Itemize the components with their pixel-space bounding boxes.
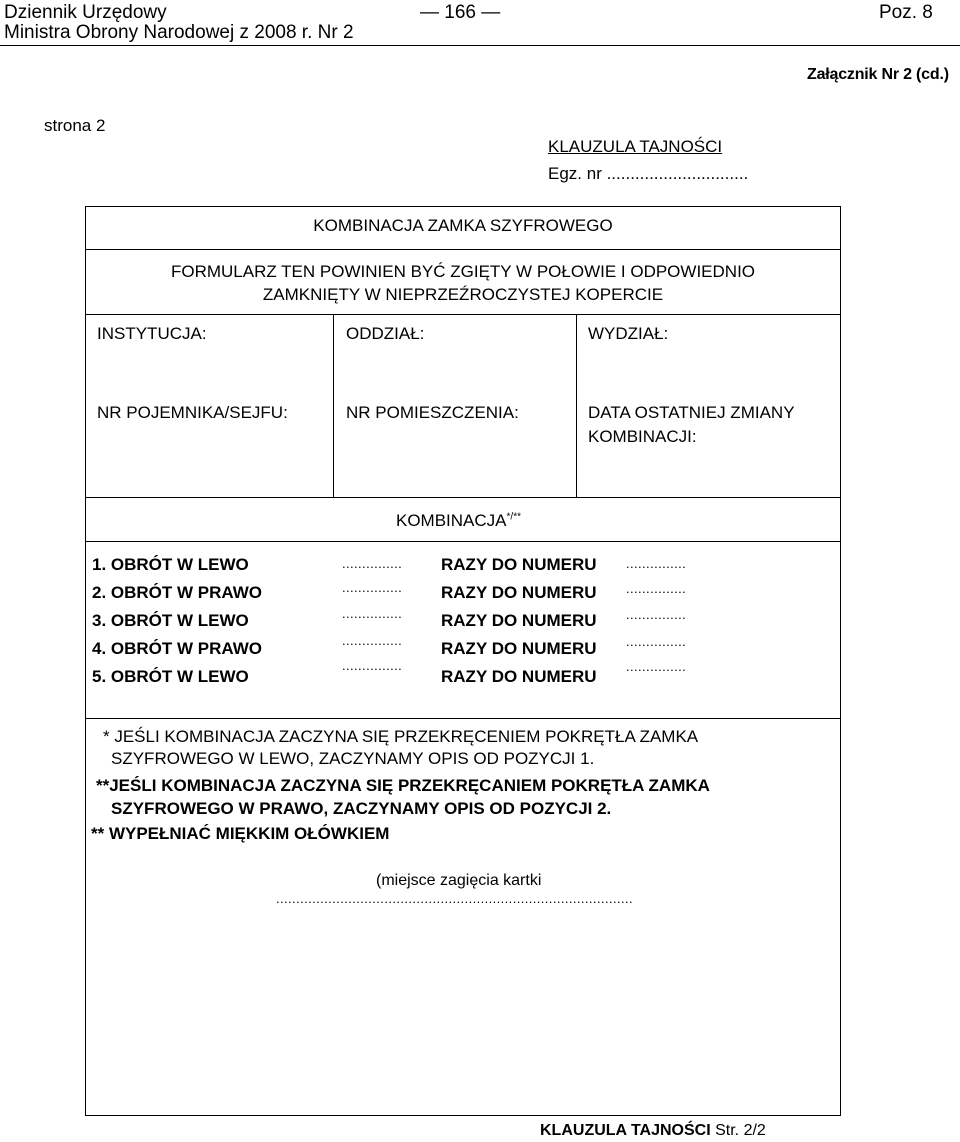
footer-classification: KLAUZULA TAJNOŚCI [540,1122,711,1139]
combination-label [396,511,521,531]
fold-label: (miejsce zagięcia kartki [376,872,542,889]
step-5-to-number: RAZY DO NUMERU [441,667,597,686]
room-number-label: NR POMIESZCZENIA: [346,403,519,422]
combination-divider [85,541,841,542]
header-rule [0,45,960,46]
note-1-line-2: SZYFROWEGO W LEWO, ZACZYNAMY OPIS OD POZYCJI 1. [111,749,595,768]
field-column-divider-1 [333,314,334,497]
combination-label-text: KOMBINACJA [396,511,507,530]
step-3-label: 3. OBRÓT W LEWO [92,611,249,630]
instruction-divider [85,314,841,315]
journal-title: Dziennik Urzędowy [4,2,167,23]
step-3-number-blank: ............... [626,607,687,622]
form-title: KOMBINACJA ZAMKA SZYFROWEGO [313,216,613,235]
step-2-to-number: RAZY DO NUMERU [441,583,597,602]
field-column-divider-2 [576,314,577,497]
step-5-turns-blank: ............... [342,658,403,673]
title-divider [85,249,841,250]
step-5-number-blank: ............... [626,659,687,674]
step-1-number-blank: ............... [626,556,687,571]
copy-number: Egz. nr .............................. [548,164,749,183]
steps-divider [85,718,841,719]
step-3-to-number: RAZY DO NUMERU [441,611,597,630]
step-1-to-number: RAZY DO NUMERU [441,555,597,574]
step-2-number-blank: ............... [626,581,687,596]
ministry-line: Ministra Obrony Narodowej z 2008 r. Nr 2 [4,22,354,43]
step-2-label: 2. OBRÓT W PRAWO [92,583,262,602]
note-1-line-1: * JEŚLI KOMBINACJA ZACZYNA SIĘ PRZEKRĘCENIEM POKRĘTŁA ZAMKA [103,727,699,746]
step-1-turns-blank: ............... [342,556,403,571]
page-number: — 166 — [420,2,501,23]
instruction-line-2: ZAMKNIĘTY W NIEPRZEŹROCZYSTEJ KOPERCIE [262,285,664,304]
fields-divider [85,497,841,498]
department-label: WYDZIAŁ: [588,324,669,343]
page-label: strona 2 [44,116,106,135]
classification-label: KLAUZULA TAJNOŚCI [548,137,723,156]
step-5-label: 5. OBRÓT W LEWO [92,667,249,686]
note-2-line-1: **JEŚLI KOMBINACJA ZACZYNA SIĘ PRZEKRĘCANIEM POKRĘTŁA ZAMKA [96,776,710,795]
step-1-label: 1. OBRÓT W LEWO [92,555,249,574]
last-change-label-1: DATA OSTATNIEJ ZMIANY [588,403,795,422]
position-number: Poz. 8 [879,2,933,23]
branch-label: ODDZIAŁ: [346,324,425,343]
last-change-label-2: KOMBINACJI: [588,427,697,446]
note-3: ** WYPEŁNIAĆ MIĘKKIM OŁÓWKIEM [91,824,390,843]
container-number-label: NR POJEMNIKA/SEJFU: [97,403,288,422]
step-4-turns-blank: ............... [342,633,403,648]
instruction-line-1: FORMULARZ TEN POWINIEN BYĆ ZGIĘTY W POŁOWIE I ODPOWIEDNIO [170,262,756,281]
combination-footnote-marker: */** [506,511,521,523]
step-4-label: 4. OBRÓT W PRAWO [92,639,262,658]
attachment-label: Załącznik Nr 2 (cd.) [807,66,949,83]
step-4-number-blank: ............... [626,634,687,649]
note-2-line-2: SZYFROWEGO W PRAWO, ZACZYNAMY OPIS OD POZYCJI 2. [111,799,612,818]
step-3-turns-blank: ............... [342,606,403,621]
footer-page: Str. 2/2 [715,1122,766,1139]
step-2-turns-blank: ............... [342,580,403,595]
institution-label: INSTYTUCJA: [97,324,207,343]
fold-line: ......................................................................................... [276,891,634,906]
step-4-to-number: RAZY DO NUMERU [441,639,597,658]
